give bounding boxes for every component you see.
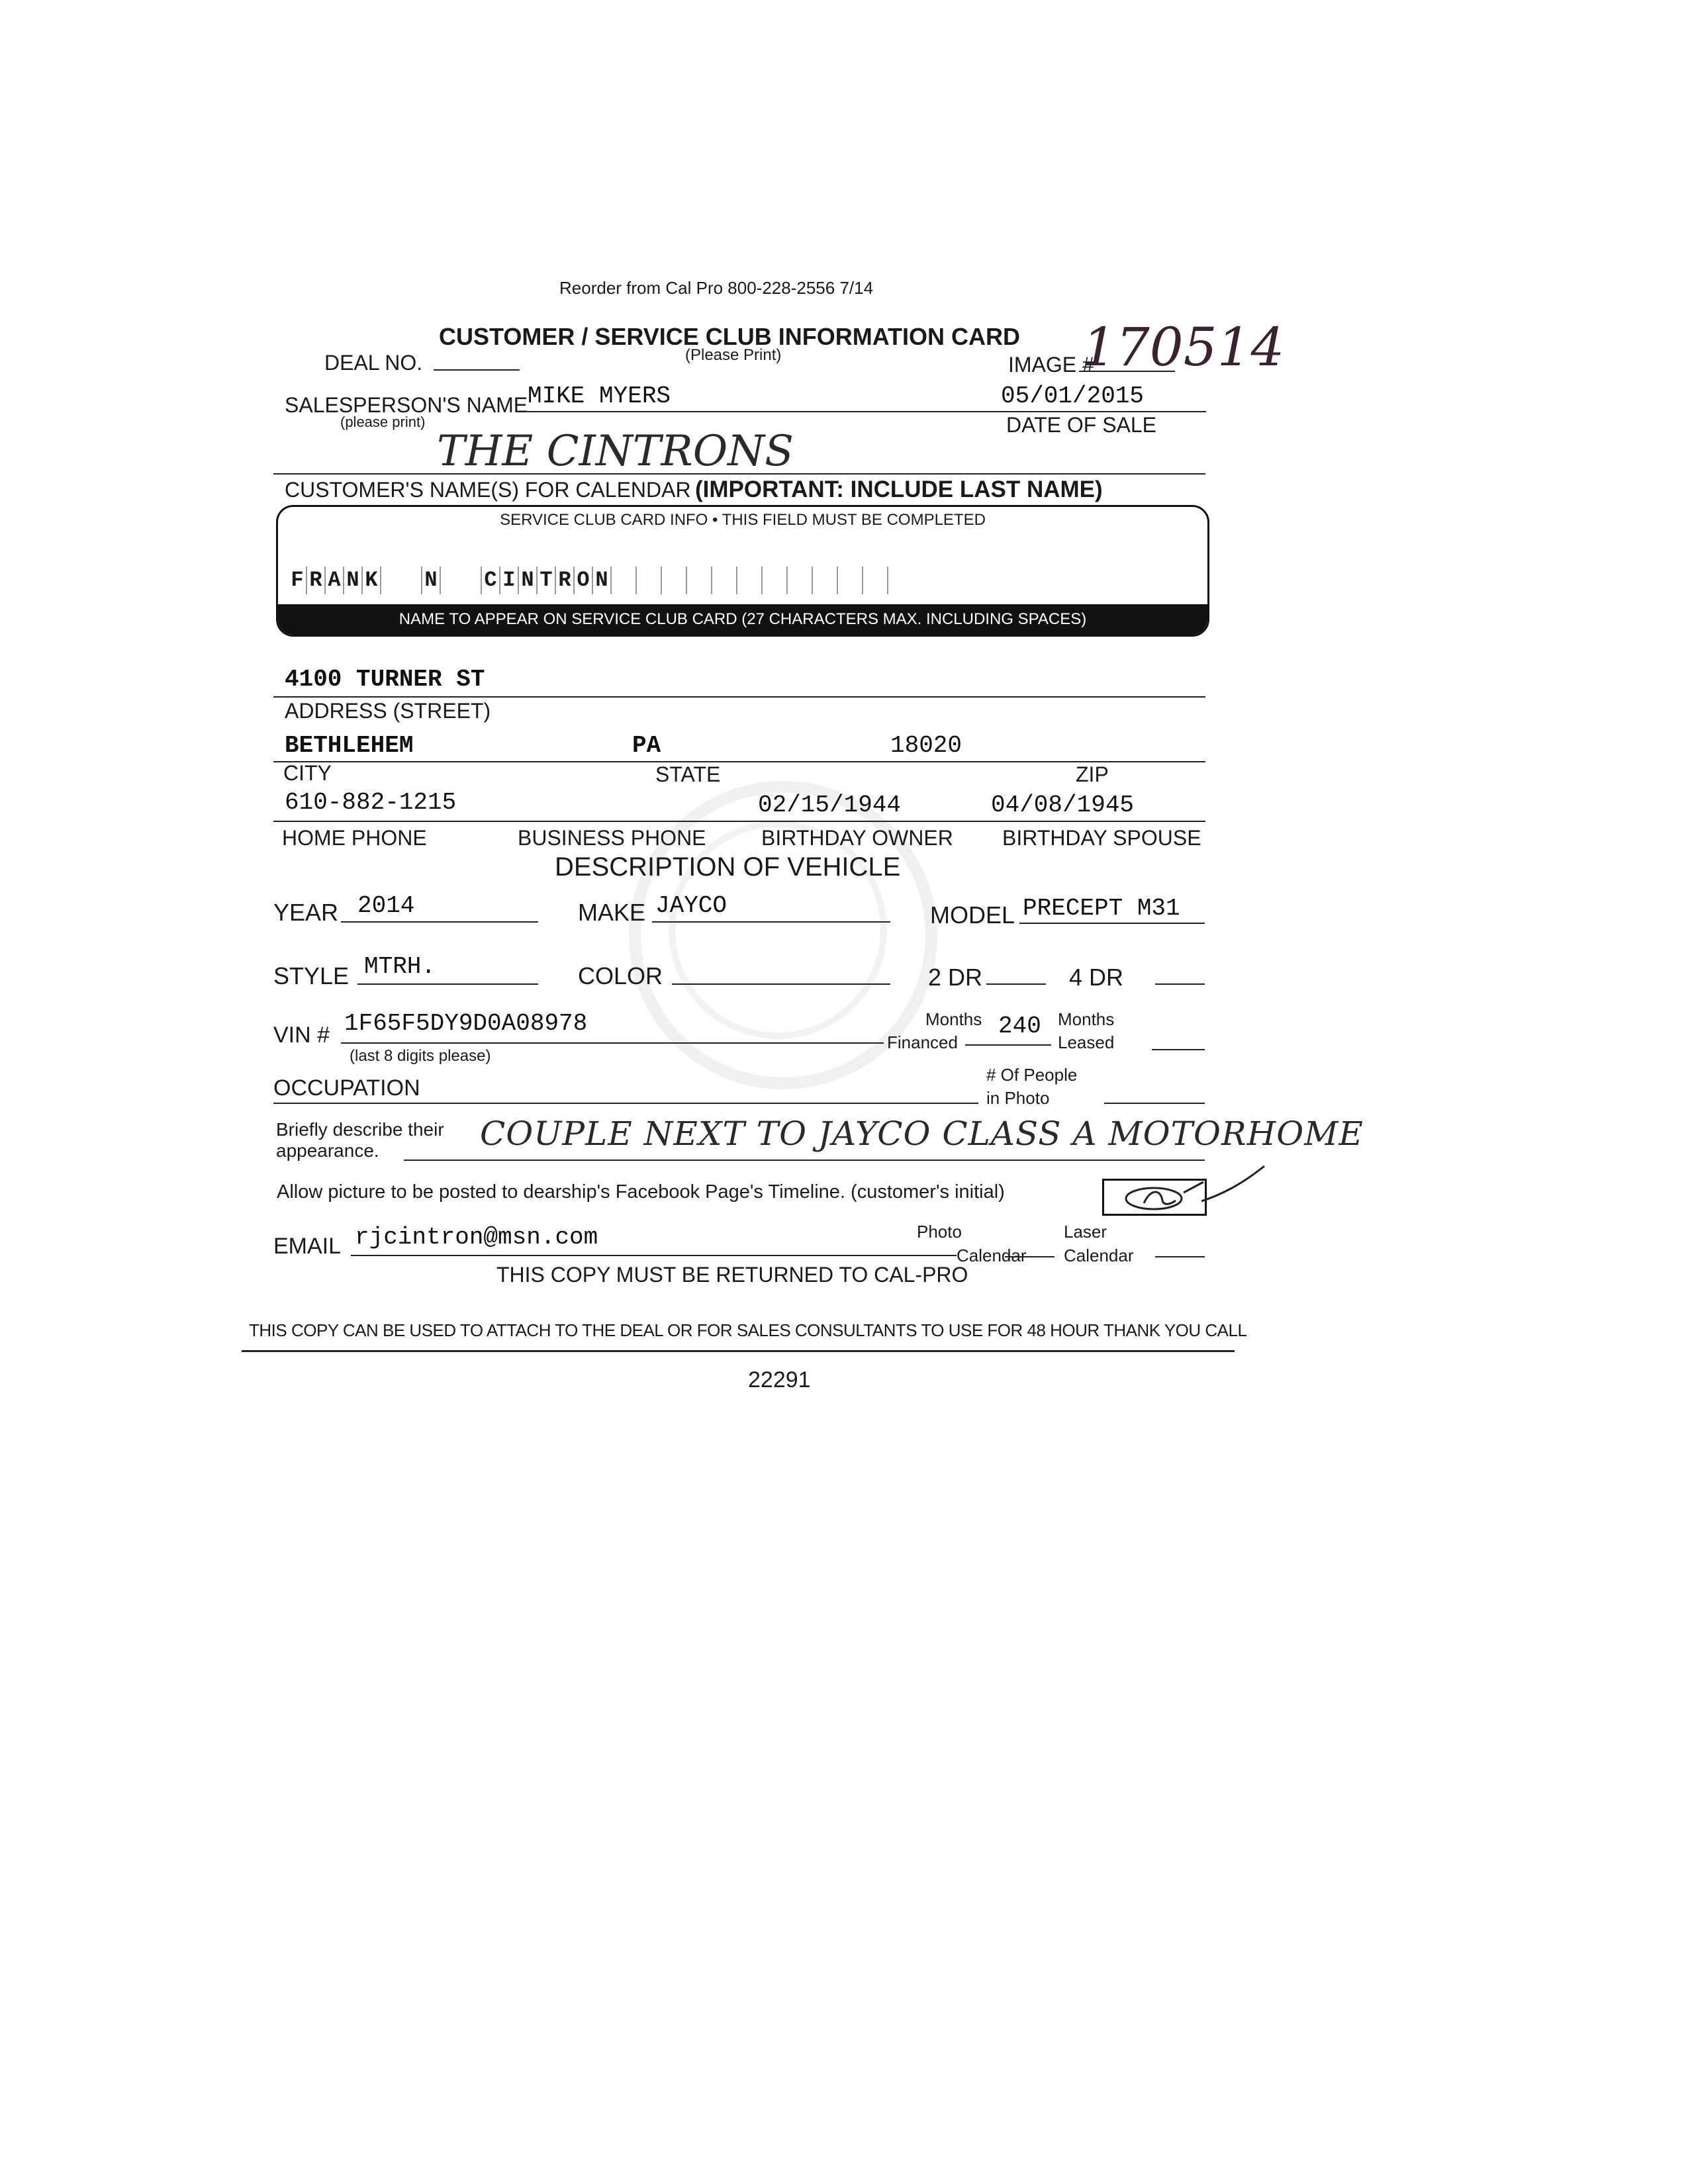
date-of-sale-label: DATE OF SALE xyxy=(1006,413,1157,437)
char-cell xyxy=(863,567,888,594)
address-line xyxy=(273,696,1205,698)
char-cell xyxy=(687,567,712,594)
home-phone-label: HOME PHONE xyxy=(282,826,427,850)
char-cell xyxy=(441,567,482,594)
char-cell: O xyxy=(575,567,593,594)
laser-calendar-top: Laser xyxy=(1064,1222,1107,1242)
char-cell xyxy=(737,567,763,594)
state-label: STATE xyxy=(655,762,721,786)
card-name-cells[interactable] xyxy=(289,567,912,594)
address-value[interactable]: 4100 TURNER ST xyxy=(285,666,485,693)
salesperson-sub-label: (please print) xyxy=(340,414,426,430)
birthday-spouse-value[interactable]: 04/08/1945 xyxy=(991,792,1135,819)
photo-calendar-line[interactable] xyxy=(1005,1256,1055,1257)
customer-initial-box[interactable] xyxy=(1102,1179,1207,1216)
char-cell: F xyxy=(289,567,307,594)
home-phone-value[interactable]: 610-882-1215 xyxy=(285,789,457,816)
birthday-owner-value[interactable]: 02/15/1944 xyxy=(758,792,902,819)
char-cell: N xyxy=(593,567,612,594)
four-door-line[interactable] xyxy=(1155,983,1205,985)
char-cell: N xyxy=(519,567,538,594)
char-cell xyxy=(637,567,662,594)
people-in-photo-top: # Of People xyxy=(986,1065,1078,1085)
appearance-line xyxy=(404,1160,1205,1161)
months-financed-bottom: Financed xyxy=(887,1032,958,1052)
char-cell: N xyxy=(422,567,441,594)
model-label: MODEL xyxy=(930,901,1015,929)
calendar-important-note: (IMPORTANT: INCLUDE LAST NAME) xyxy=(695,477,1103,502)
birthday-owner-label: BIRTHDAY OWNER xyxy=(761,826,953,850)
address-label: ADDRESS (STREET) xyxy=(285,699,491,723)
email-line xyxy=(351,1255,957,1256)
salesperson-value[interactable]: MIKE MYERS xyxy=(528,383,671,410)
char-cell xyxy=(662,567,687,594)
two-door-label: 2 DR xyxy=(928,964,983,991)
city-line xyxy=(273,761,1205,762)
vin-sub-label: (last 8 digits please) xyxy=(350,1047,491,1065)
appearance-label-2: appearance. xyxy=(276,1140,379,1161)
char-cell: K xyxy=(363,567,381,594)
char-cell: A xyxy=(326,567,344,594)
year-label: YEAR xyxy=(273,899,339,926)
people-in-photo-line[interactable] xyxy=(1104,1103,1205,1104)
char-cell xyxy=(813,567,838,594)
make-label: MAKE xyxy=(578,899,646,926)
char-cell xyxy=(788,567,813,594)
occupation-line[interactable] xyxy=(273,1103,978,1104)
char-cell: C xyxy=(482,567,500,594)
salesperson-line xyxy=(524,411,1206,412)
return-note: THIS COPY MUST BE RETURNED TO CAL-PRO xyxy=(496,1263,968,1287)
reorder-line: Reorder from Cal Pro 800-228-2556 7/14 xyxy=(559,278,874,298)
vin-value[interactable]: 1F65F5DY9D0A08978 xyxy=(344,1010,588,1037)
occupation-label: OCCUPATION xyxy=(273,1075,420,1101)
calendar-name-line xyxy=(273,473,1205,475)
salesperson-label: SALESPERSON'S NAME xyxy=(285,393,528,417)
image-number-line xyxy=(1079,371,1175,372)
vin-line xyxy=(341,1042,884,1044)
style-value[interactable]: MTRH. xyxy=(364,953,436,980)
vehicle-heading: DESCRIPTION OF VEHICLE xyxy=(555,852,901,882)
phone-line xyxy=(273,821,1205,822)
people-in-photo-bottom: in Photo xyxy=(986,1088,1050,1108)
city-value[interactable]: BETHLEHEM xyxy=(285,732,414,759)
calendar-name-value[interactable]: THE CINTRONS xyxy=(437,427,794,476)
style-label: STYLE xyxy=(273,962,350,989)
model-line xyxy=(1019,923,1205,924)
image-number: 170514 xyxy=(1082,316,1285,378)
year-value[interactable]: 2014 xyxy=(357,892,415,919)
char-cell: T xyxy=(538,567,556,594)
year-line xyxy=(341,921,538,923)
months-financed-top: Months xyxy=(925,1009,982,1029)
business-phone-label: BUSINESS PHONE xyxy=(518,826,706,850)
facebook-consent-text: Allow picture to be posted to dearship's Facebook Page's Timeline. (customer's initial) xyxy=(277,1181,1005,1203)
calendar-name-label: CUSTOMER'S NAME(S) FOR CALENDAR xyxy=(285,478,691,502)
char-cell xyxy=(712,567,737,594)
photo-calendar-bottom: Calendar xyxy=(957,1246,1027,1265)
months-leased-line[interactable] xyxy=(1152,1049,1205,1050)
service-club-box xyxy=(276,505,1209,637)
char-cell: R xyxy=(307,567,326,594)
char-cell xyxy=(381,567,422,594)
months-leased-bottom: Leased xyxy=(1058,1032,1115,1052)
card-title: CUSTOMER / SERVICE CLUB INFORMATION CARD xyxy=(439,323,1021,350)
date-of-sale-value[interactable]: 05/01/2015 xyxy=(1001,383,1145,410)
footer-note: THIS COPY CAN BE USED TO ATTACH TO THE DEAL OR FOR SALES CONSULTANTS TO USE FOR 48 HOUR THANK YOU CALL xyxy=(249,1320,1247,1340)
char-cell: N xyxy=(344,567,363,594)
footer-rule xyxy=(242,1350,1235,1352)
email-label: EMAIL xyxy=(273,1234,342,1259)
style-line xyxy=(357,983,538,985)
birthday-spouse-label: BIRTHDAY SPOUSE xyxy=(1002,826,1201,850)
initial-signature-icon xyxy=(1104,1181,1205,1214)
appearance-label-1: Briefly describe their xyxy=(276,1119,444,1140)
char-cell: R xyxy=(556,567,575,594)
deal-no-label: DEAL NO. xyxy=(324,351,423,375)
state-value[interactable]: PA xyxy=(632,732,661,759)
appearance-value[interactable]: COUPLE NEXT TO JAYCO CLASS A MOTORHOME xyxy=(480,1115,1364,1153)
months-financed-line xyxy=(965,1044,1051,1046)
service-box-footer: NAME TO APPEAR ON SERVICE CLUB CARD (27 CHARACTERS MAX. INCLUDING SPACES) xyxy=(278,604,1207,635)
checkmark-icon xyxy=(1201,1165,1268,1205)
photo-calendar-top: Photo xyxy=(917,1222,962,1242)
two-door-line[interactable] xyxy=(986,983,1046,985)
color-label: COLOR xyxy=(578,962,663,989)
image-label: IMAGE # xyxy=(1008,353,1094,377)
laser-calendar-line[interactable] xyxy=(1155,1256,1205,1257)
deal-no-field[interactable] xyxy=(434,369,520,371)
make-line xyxy=(652,921,890,923)
char-cell xyxy=(888,567,912,594)
city-label: CITY xyxy=(283,761,332,785)
laser-calendar-bottom: Calendar xyxy=(1064,1246,1134,1265)
four-door-label: 4 DR xyxy=(1069,964,1124,991)
vin-label: VIN # xyxy=(273,1023,330,1048)
char-cell: I xyxy=(500,567,519,594)
service-box-title: SERVICE CLUB CARD INFO • THIS FIELD MUST BE COMPLETED xyxy=(500,511,986,529)
char-cell xyxy=(763,567,788,594)
color-line[interactable] xyxy=(672,983,890,985)
form-number: 22291 xyxy=(748,1367,811,1392)
zip-label: ZIP xyxy=(1076,762,1109,786)
char-cell xyxy=(612,567,637,594)
email-value[interactable]: rjcintron@msn.com xyxy=(355,1224,598,1251)
make-value[interactable]: JAYCO xyxy=(655,892,727,919)
char-cell xyxy=(838,567,863,594)
please-print-note: (Please Print) xyxy=(685,346,782,364)
months-financed-value[interactable]: 240 xyxy=(998,1013,1041,1040)
model-value[interactable]: PRECEPT M31 xyxy=(1023,895,1180,922)
zip-value[interactable]: 18020 xyxy=(890,732,962,759)
months-leased-top: Months xyxy=(1058,1009,1115,1029)
